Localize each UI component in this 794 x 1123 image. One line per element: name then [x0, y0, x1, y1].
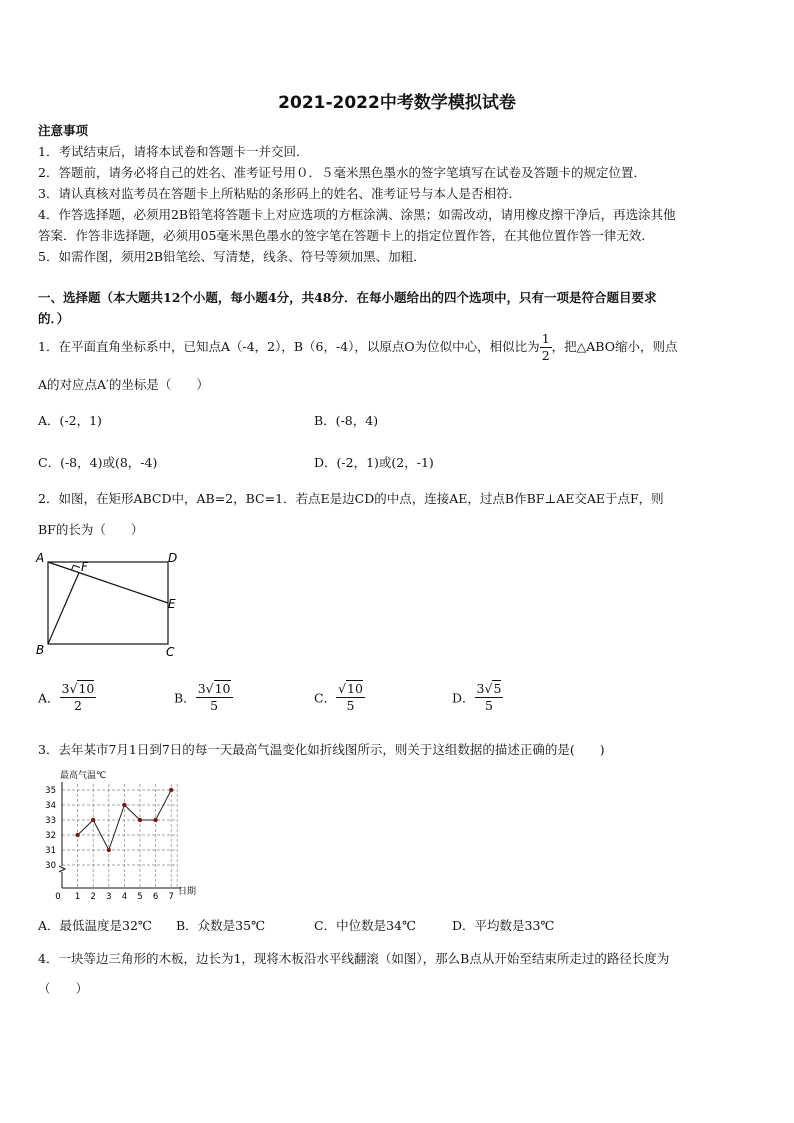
notice-item: 答案．作答非选择题，必须用05毫米黑色墨水的签字笔在答题卡上的指定位置作答，在其他位置作答一律无效．: [38, 228, 654, 243]
q1-option-a: A．(-2，1): [38, 413, 102, 428]
x-tick-label: 0: [55, 892, 61, 900]
y-tick-label: 31: [45, 846, 56, 856]
q4-stem-a: 4．一块等边三角形的木板，边长为1，现将木板沿水平线翻滚（如图），那么B点从开始至结束所走过的路径长度为: [38, 951, 670, 966]
right-angle-mark: [72, 565, 81, 570]
y-tick-label: 35: [45, 786, 56, 796]
rectangle-figure: [34, 548, 184, 660]
data-point: [138, 818, 142, 822]
radical-sign: √: [338, 681, 347, 696]
q3-option-d: D．平均数是33℃: [452, 918, 555, 933]
data-point: [153, 818, 157, 822]
notice-heading: 注意事项: [38, 123, 89, 138]
temperature-line-chart: [36, 766, 216, 900]
option-letter: A．: [38, 690, 60, 706]
q3-option-c: C．中位数是34℃: [314, 918, 416, 933]
radical-sign: √: [205, 681, 214, 696]
x-tick-label: 6: [152, 892, 159, 900]
q2-stem-a: 2．如图，在矩形ABCD中，AB=2，BC=1．若点E是边CD的中点，连接AE，过点B作BF⊥AE交AE于点F，则: [38, 491, 664, 506]
coef: 3: [476, 681, 485, 696]
q1-stem-a: 1．在平面直角坐标系中，已知点A（-4，2），B（6，-4），以原点O为位似中心，相似比为: [38, 339, 540, 354]
section-heading-cont: 的．）: [38, 311, 70, 326]
ratio-denominator: 2: [541, 348, 550, 363]
x-tick-label: 1: [74, 892, 81, 900]
ratio-fraction: [540, 331, 552, 364]
data-point: [169, 788, 173, 792]
radicand: 10: [214, 681, 231, 696]
question-1-stem: [38, 330, 677, 364]
q4-stem-b: （ ）: [38, 981, 89, 996]
q2-stem-b: BF的长为（ ）: [38, 522, 144, 537]
y-tick-label: 32: [45, 831, 56, 841]
ratio-numerator: 1: [541, 331, 550, 346]
option-fraction: [196, 681, 233, 714]
q2-option-c: [314, 681, 365, 714]
denominator: 5: [346, 698, 355, 713]
coef: 3: [197, 681, 206, 696]
option-fraction: [336, 681, 365, 714]
radical-sign: √: [484, 681, 493, 696]
notice-item: 5．如需作图，须用2B铅笔绘、写清楚，线条、符号等须加黑、加粗．: [38, 249, 426, 264]
segment-ae: [48, 562, 168, 603]
chart-xlabel: 日期: [178, 887, 197, 897]
option-letter: C．: [314, 690, 337, 706]
x-tick-label: 3: [106, 892, 112, 900]
q3-option-b: B．众数是35℃: [176, 918, 266, 933]
radicand: 10: [78, 681, 95, 696]
data-point: [107, 848, 111, 852]
coef: 3: [61, 681, 70, 696]
axis-break-mark: [59, 866, 65, 872]
label-a: A: [36, 551, 45, 565]
notice-item: 1．考试结束后，请将本试卷和答题卡一并交回．: [38, 144, 309, 159]
denominator: 2: [73, 698, 82, 713]
q3-option-a: A．最低温度是32℃: [38, 918, 152, 933]
denominator: 5: [210, 698, 219, 713]
label-f: F: [81, 560, 88, 574]
x-tick-label: 4: [121, 892, 128, 900]
label-d: D: [168, 551, 178, 565]
q2-option-b: [174, 681, 233, 714]
radicand: 10: [347, 681, 363, 696]
data-point: [122, 803, 126, 807]
q1-option-d: D．(-2，1)或(2，-1): [314, 455, 434, 470]
option-fraction: [475, 681, 504, 714]
segment-bf: [48, 573, 79, 644]
q3-stem: 3．去年某市7月1日到7日的每一天最高气温变化如折线图所示，则关于这组数据的描述正确的是( ): [38, 742, 605, 757]
y-tick-label: 33: [45, 816, 56, 826]
option-letter: D．: [452, 690, 475, 706]
option-fraction: [60, 681, 97, 714]
y-tick-label: 34: [45, 801, 56, 811]
x-tick-label: 7: [168, 892, 174, 900]
q2-option-a: [38, 681, 96, 714]
data-point: [75, 833, 79, 837]
radical-sign: √: [69, 681, 78, 696]
label-e: E: [168, 597, 176, 611]
chart-ylabel: 最高气温℃: [60, 771, 107, 781]
notice-item: 2．答题前，请务必将自己的姓名、准考证号用０．５毫米黑色墨水的签字笔填写在试卷及答题卡的规定位置．: [38, 165, 646, 180]
section-heading: 一、选择题（本大题共12个小题，每小题4分，共48分．在每小题给出的四个选项中，只有一项是符合题目要求: [38, 290, 657, 305]
q1-option-c: C．(-8，4)或(8，-4): [38, 455, 158, 470]
label-c: C: [166, 645, 175, 659]
q1-option-b: B．(-8，4): [314, 413, 379, 428]
radicand: 5: [493, 681, 502, 696]
q2-option-d: [452, 681, 503, 714]
data-point: [91, 818, 95, 822]
y-tick-label: 30: [45, 861, 56, 871]
label-b: B: [36, 643, 45, 657]
option-letter: B．: [174, 690, 196, 706]
x-tick-label: 2: [90, 892, 96, 900]
page-title: 2021-2022中考数学模拟试卷: [278, 93, 516, 113]
denominator: 5: [484, 698, 493, 713]
notice-item: 3．请认真核对监考员在答题卡上所粘贴的条形码上的姓名、准考证号与本人是否相符．: [38, 186, 521, 201]
notice-item: 4．作答选择题，必须用2B铅笔将答题卡上对应选项的方框涂满、涂黑；如需改动，请用橡皮擦干净后，再选涂其他: [38, 207, 676, 222]
q1-stem-c: A的对应点A′的坐标是（ ）: [38, 377, 209, 392]
x-tick-label: 5: [137, 892, 143, 900]
q1-stem-b: ，把△ABO缩小，则点: [551, 339, 678, 354]
